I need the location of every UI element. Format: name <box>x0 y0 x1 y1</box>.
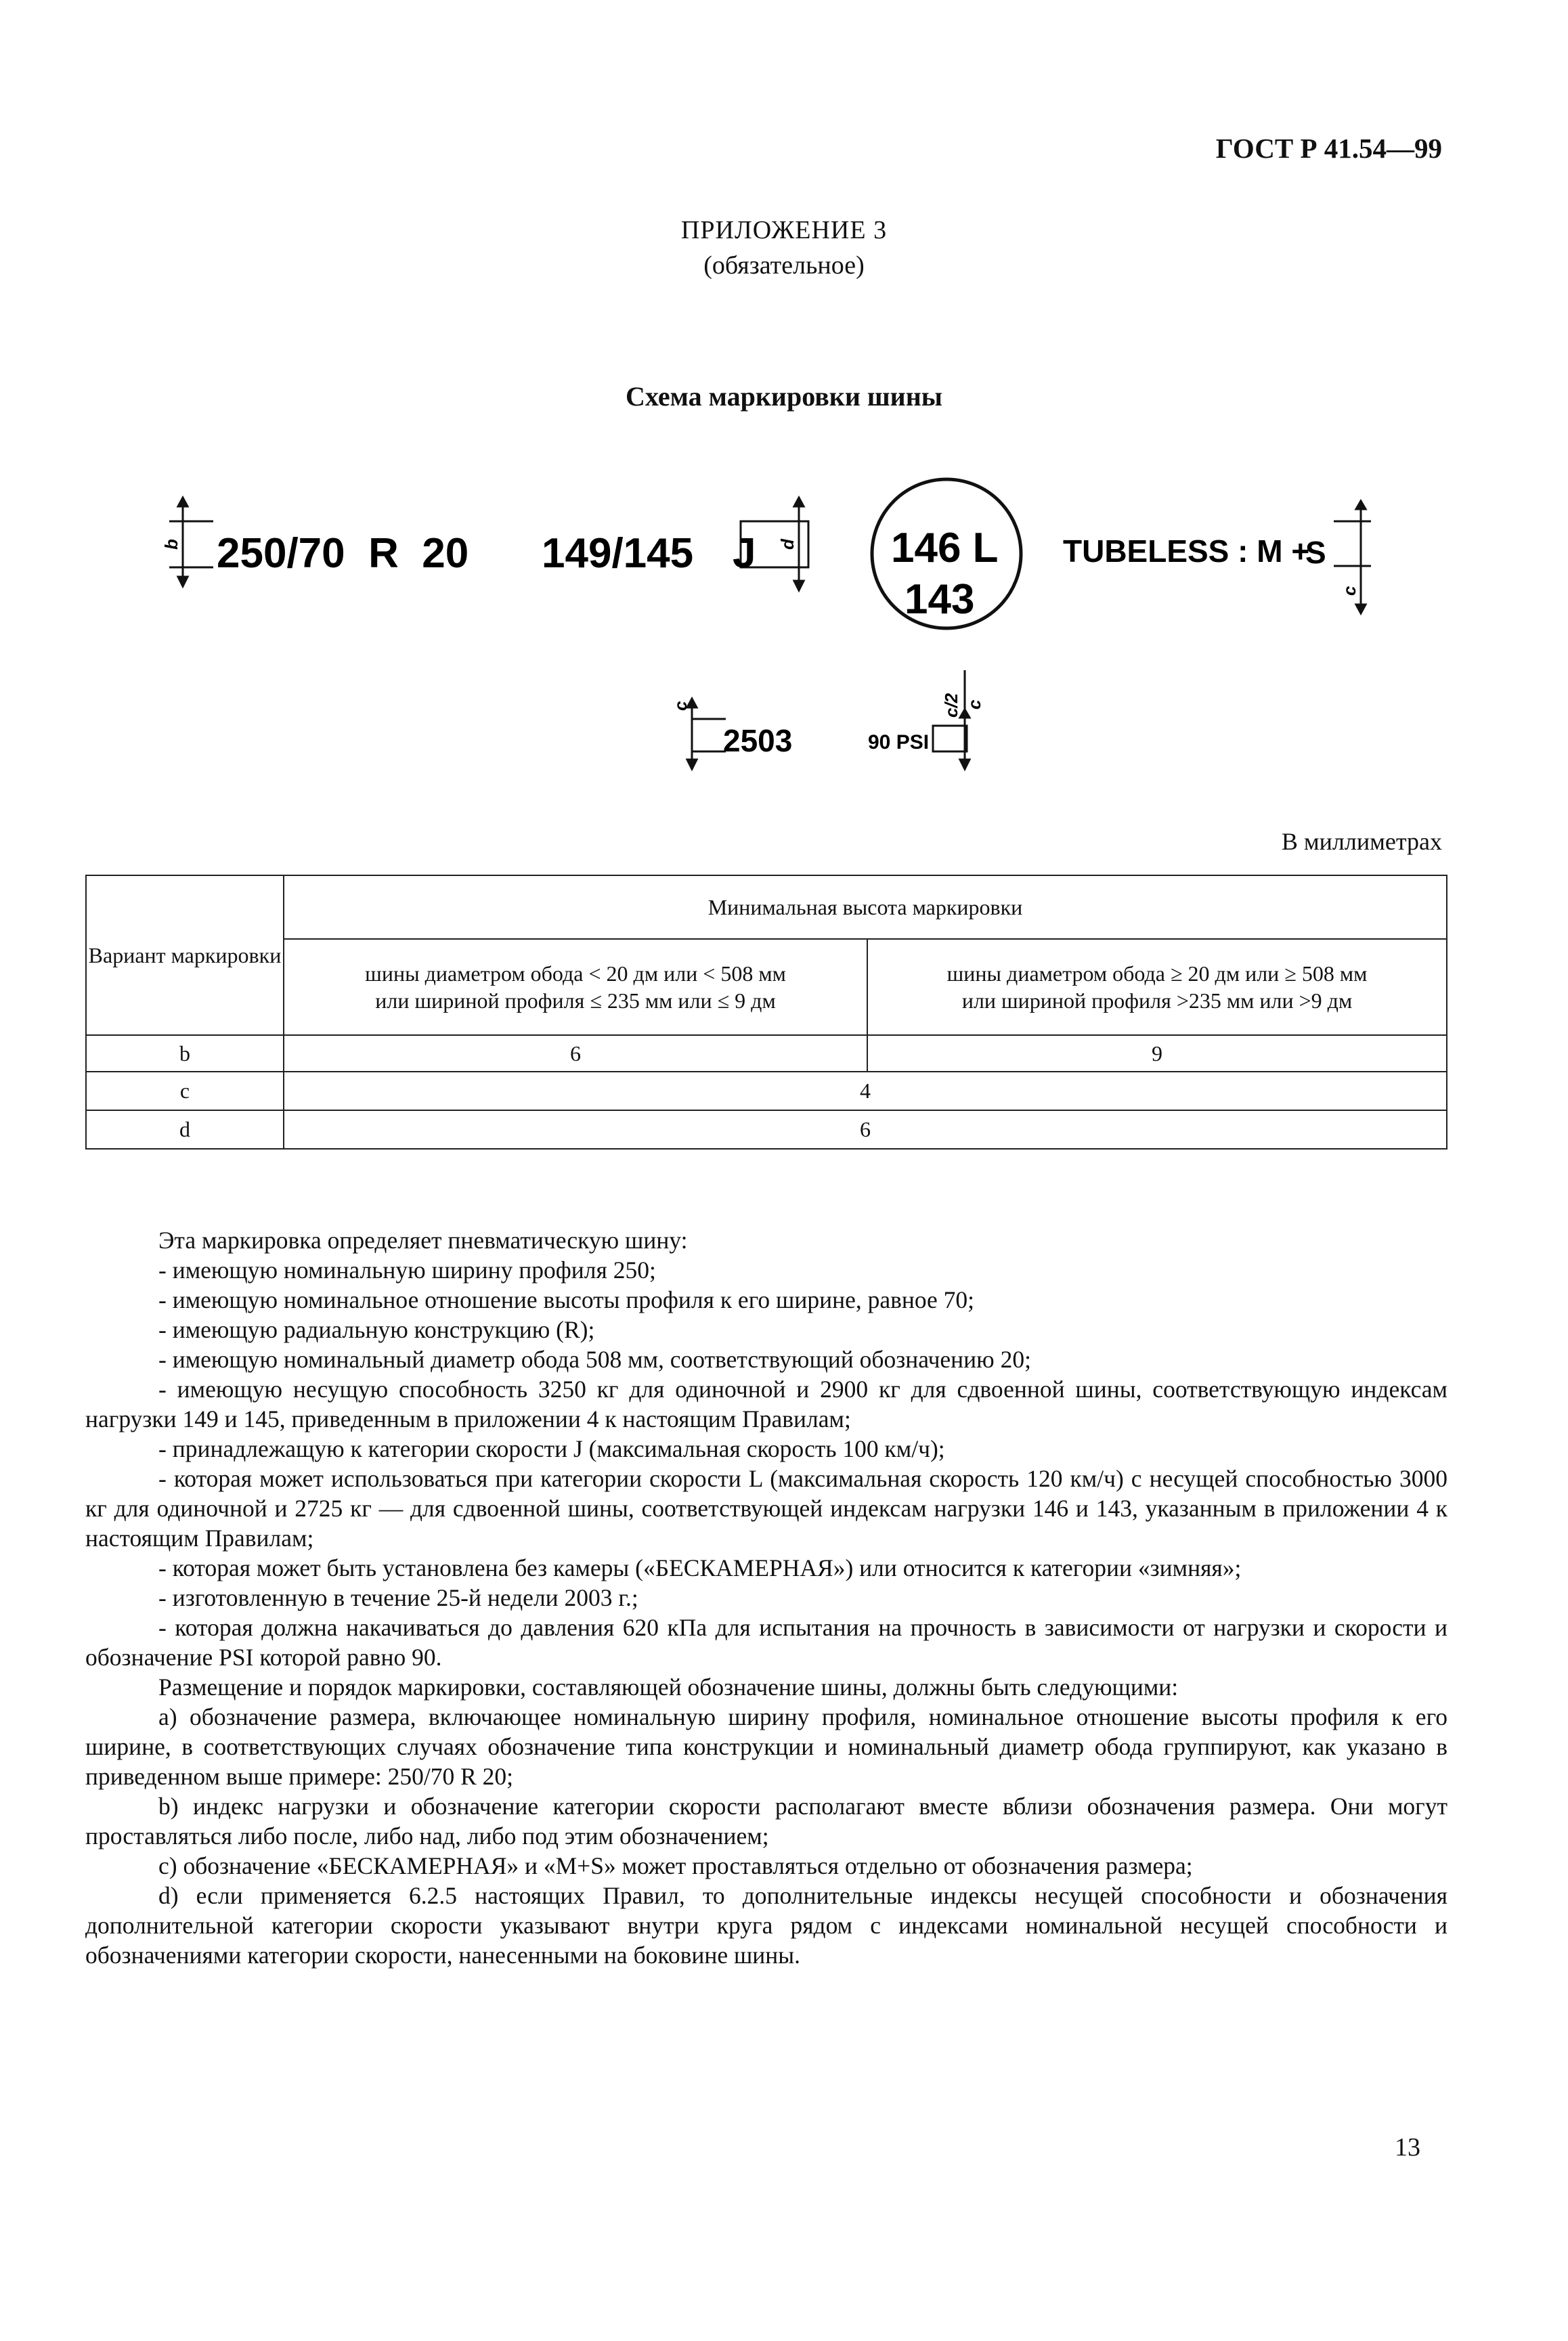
marking-height-table <box>85 875 1447 1150</box>
paragraph: Эта маркировка определяет пневматическую шину: <box>158 1227 688 1254</box>
appendix-title: ПРИЛОЖЕНИЕ 3 <box>680 216 888 244</box>
paragraph: c) обозначение «БЕСКАМЕРНАЯ» и «M+S» может проставляться отдельно от обозначения размера; <box>158 1852 1193 1879</box>
scheme-title: Схема маркировки шины <box>626 381 942 412</box>
paragraph: a) обозначение размера, включающее номинальную ширину профиля, номинальное отношение высоты профиля к его ширине, в соответствующих случаях обозначение типа конструкции и номинальный диаметр обода группируют, как указано в приведенном выше примере: 250/70 R 20; <box>85 1703 1447 1790</box>
subcol-small-rim: шины диаметром обода < 20 дм или < 508 мм или шириной профиля ≤ 235 мм или ≤ 9 дм <box>284 939 867 1035</box>
table-row: b 6 9 <box>86 1035 1447 1072</box>
snow-letter: S <box>1305 535 1326 570</box>
body-text <box>85 1225 1447 1970</box>
psi-marking: 90 PSI <box>868 731 930 753</box>
dim-label-d: d <box>777 539 798 550</box>
dim-label-c-date: c <box>670 701 691 711</box>
appendix-subtitle: (обязательное) <box>703 251 865 280</box>
dim-label-c-psi: c <box>964 699 984 709</box>
date-code: 2503 <box>723 723 793 758</box>
tire-marking-diagram <box>0 0 1568 799</box>
dim-label-b: b <box>161 539 181 550</box>
standard-number: ГОСТ Р 41.54—99 <box>1215 133 1442 164</box>
table-row: c 4 <box>86 1072 1447 1110</box>
subcol-large-rim: шины диаметром обода ≥ 20 дм или ≥ 508 мм или шириной профиля >235 мм или >9 дм <box>867 939 1447 1035</box>
speed-symbol: J <box>733 530 756 577</box>
table-row: d 6 <box>86 1110 1447 1149</box>
paragraph: - принадлежащую к категории скорости J (максимальная скорость 100 км/ч); <box>158 1435 945 1462</box>
col-variant: Вариант маркировки <box>86 875 284 1035</box>
page-number: 13 <box>1395 2133 1420 2162</box>
paragraph: - которая должна накачиваться до давления 620 кПа для испытания на прочность в зависимости от нагрузки и скорости и обозначение PSI которой равно 90. <box>85 1614 1447 1671</box>
paragraph: - имеющую несущую способность 3250 кг для одиночной и 2900 кг для сдвоенной шины, соответствующую индексам нагрузки 149 и 145, приведенным в приложении 4 к настоящим Правилам; <box>85 1376 1447 1432</box>
paragraph: - имеющую радиальную конструкцию (R); <box>158 1316 595 1343</box>
paragraph: b) индекс нагрузки и обозначение категории скорости располагают вместе вблизи обозначения размера. Они могут проставляться либо после, либо над, либо под этим обозначением; <box>85 1793 1447 1850</box>
circle-load-speed: 146 L <box>891 525 999 571</box>
paragraph: d) если применяется 6.2.5 настоящих Правил, то дополнительные индексы несущей способности и обозначения дополнительной категории скорости указывают внутри круга рядом с индексами номинальной несущей способности и обозначениями категории скорости, нанесенными на боковине шины. <box>85 1882 1447 1969</box>
col-min-height: Минимальная высота маркировки <box>284 875 1447 939</box>
units-note: В миллиметрах <box>1281 828 1442 855</box>
dim-label-c: c <box>1339 586 1359 596</box>
tubeless-marking: TUBELESS : M + <box>1063 533 1310 569</box>
paragraph: - имеющую номинальную ширину профиля 250; <box>158 1256 656 1284</box>
paragraph: - имеющую номинальное отношение высоты профиля к его ширине, равное 70; <box>158 1286 975 1313</box>
size-designation: 250/70 R 20 <box>217 530 469 577</box>
paragraph: Размещение и порядок маркировки, составляющей обозначение шины, должны быть следующими: <box>158 1673 1179 1701</box>
load-index: 149/145 <box>542 530 694 577</box>
paragraph: - которая может быть установлена без камеры («БЕСКАМЕРНАЯ») или относится к категории «зимняя»; <box>158 1554 1242 1581</box>
paragraph: - которая может использоваться при категории скорости L (максимальная скорость 120 км/ч) с несущей способностью 3000 кг для одиночной и 2725 кг — для сдвоенной шины, соответствующей индексам нагрузки 146 и 143, указанным в приложении 4 к настоящим Правилам; <box>85 1465 1447 1552</box>
dim-label-c-half: c/2 <box>941 693 961 718</box>
paragraph: - имеющую номинальный диаметр обода 508 мм, соответствующий обозначению 20; <box>158 1346 1031 1373</box>
circle-load-index: 143 <box>905 576 975 623</box>
paragraph: - изготовленную в течение 25-й недели 2003 г.; <box>158 1584 638 1611</box>
